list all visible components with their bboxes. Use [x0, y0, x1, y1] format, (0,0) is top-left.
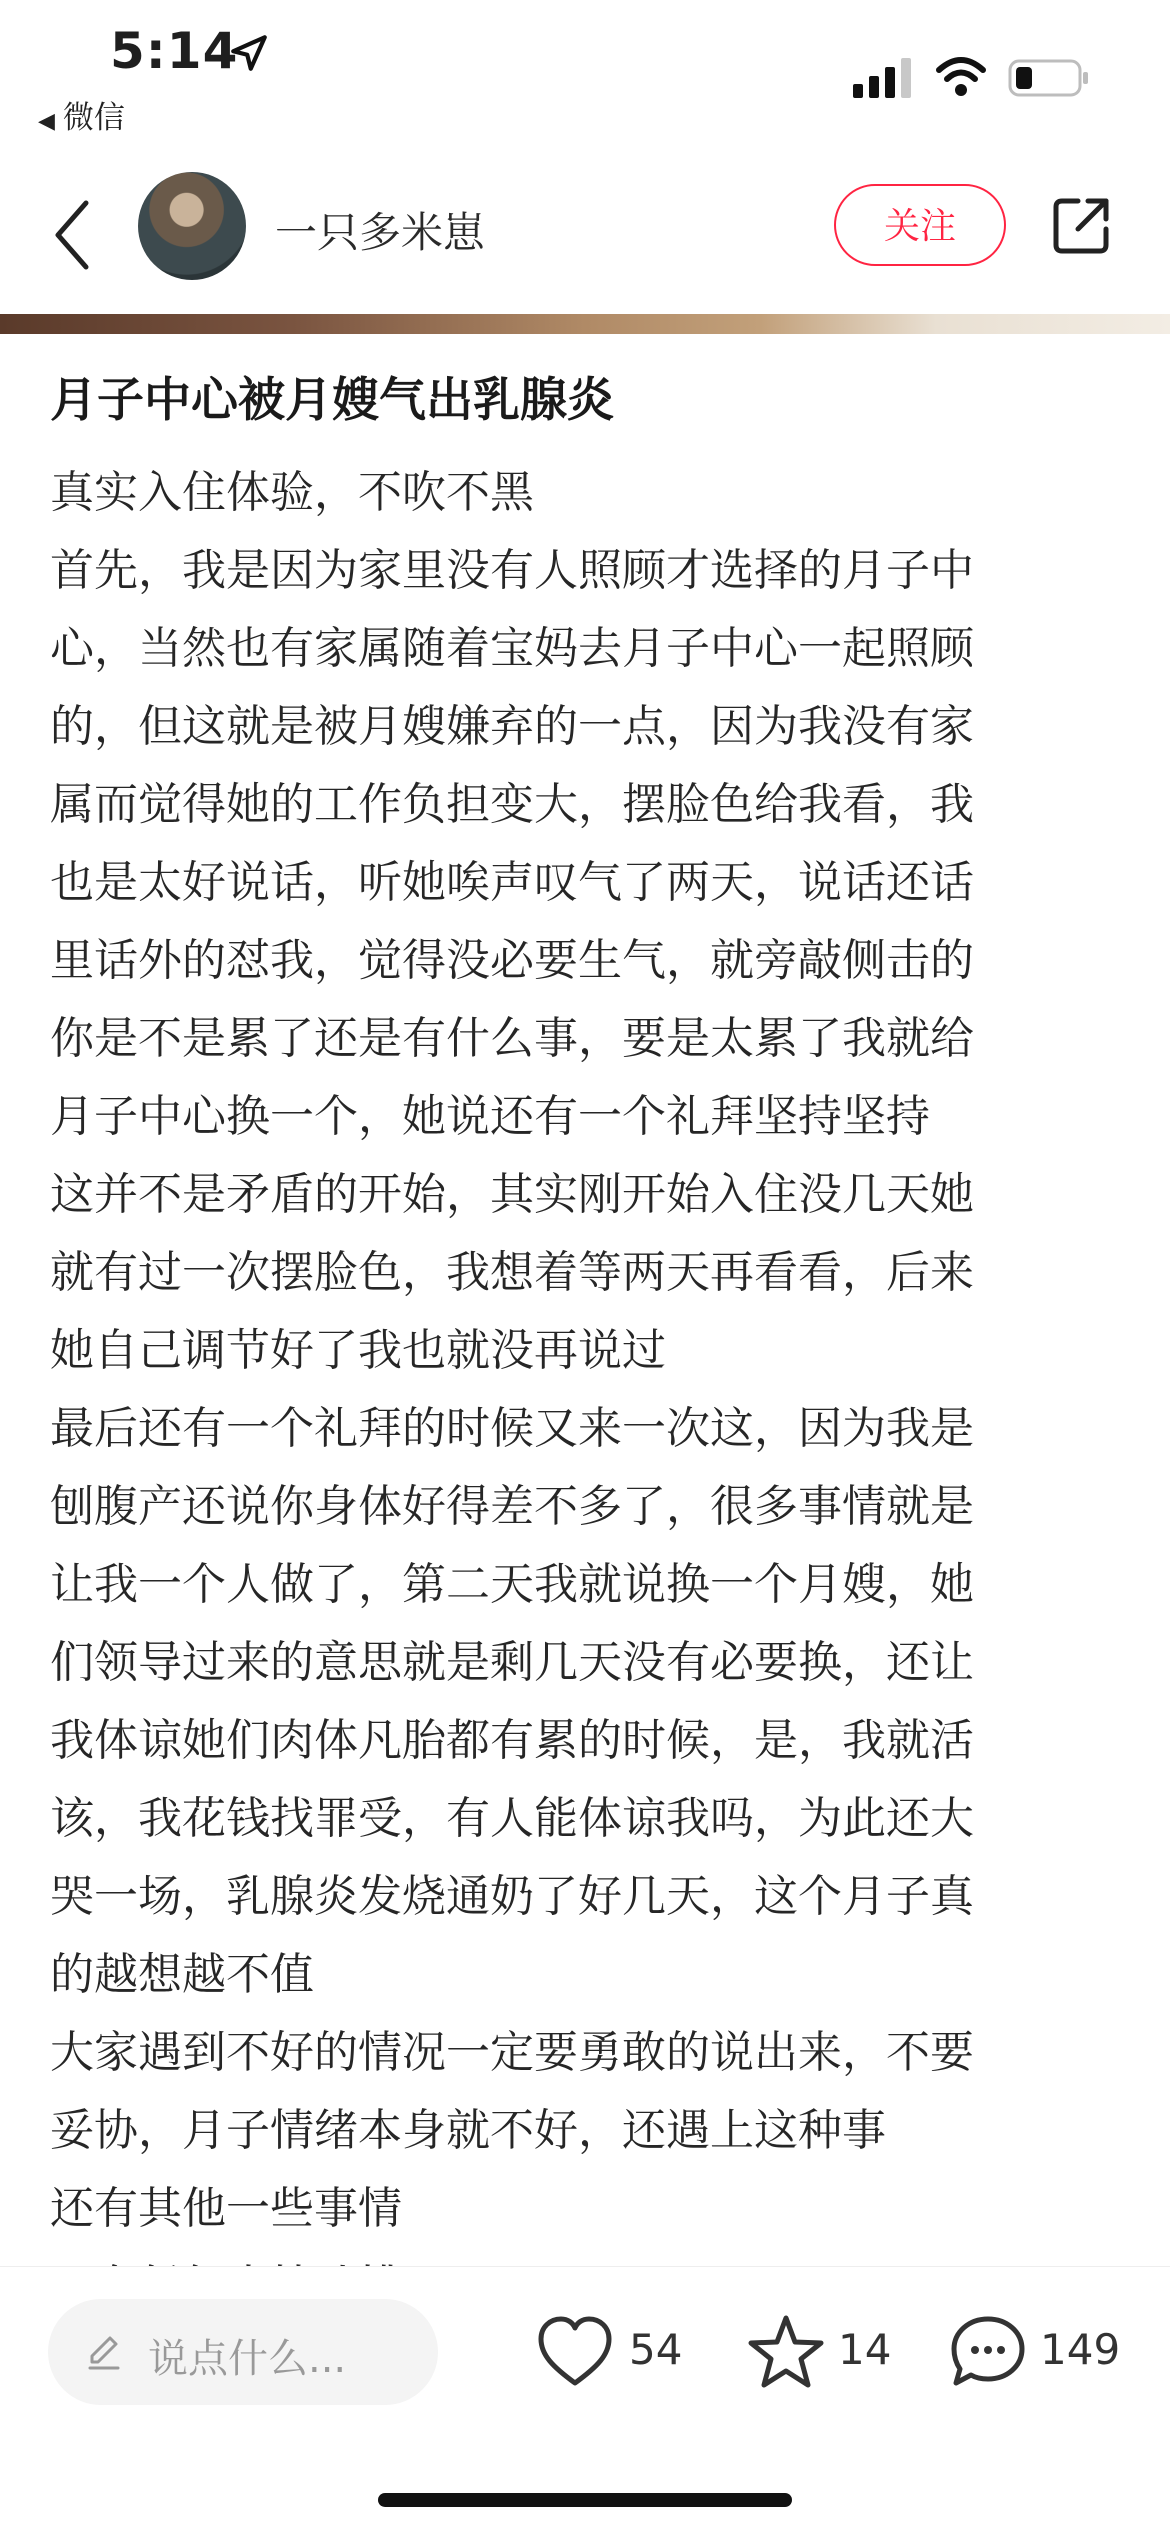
post-text-line: 的，但这就是被月嫂嫌弃的一点，因为我没有家: [50, 701, 974, 752]
share-icon[interactable]: [1050, 195, 1112, 257]
status-time: 5:14: [110, 22, 239, 80]
post-text-line: 也是太好说话，听她唉声叹气了两天，说话还话: [50, 857, 974, 908]
post-header: [0, 160, 1170, 310]
comment-placeholder: 说点什么...: [148, 2336, 347, 2382]
post-title: 月子中心被月嫂气出乳腺炎: [50, 373, 614, 428]
cellular-signal-icon: [853, 58, 913, 98]
post-text-line: 让我一个人做了，第二天我就说换一个月嫂，她: [50, 1559, 974, 1610]
post-text-line: 还有其他一些事情: [50, 2183, 402, 2234]
post-text-line: 该，我花钱找罪受，有人能体谅我吗，为此还大: [50, 1793, 974, 1844]
post-text-line: 真实入住体验，不吹不黑: [50, 467, 534, 518]
post-text-line: 刨腹产还说你身体好得差不多了，很多事情就是: [50, 1481, 974, 1532]
post-text-line: 里话外的怼我，觉得没必要生气，就旁敲侧击的: [50, 935, 974, 986]
comment-bubble-icon: [948, 2313, 1028, 2391]
follow-button[interactable]: 关注: [834, 184, 1006, 266]
location-arrow-icon: [228, 32, 270, 74]
post-text-line: 心，当然也有家属随着宝妈去月子中心一起照顾: [50, 623, 974, 674]
comment-count: 149: [1040, 2325, 1121, 2374]
author-avatar[interactable]: [138, 172, 246, 280]
post-text-line: 首先，我是因为家里没有人照顾才选择的月子中: [50, 545, 974, 596]
post-text-line: 我体谅她们肉体凡胎都有累的时候，是，我就活: [50, 1715, 974, 1766]
post-text-line: 最后还有一个礼拜的时候又来一次这，因为我是: [50, 1403, 974, 1454]
wifi-icon: [935, 56, 987, 98]
like-count: 54: [629, 2325, 683, 2374]
post-text-line: 就有过一次摆脸色，我想着等两天再看看，后来: [50, 1247, 974, 1298]
heart-icon: [535, 2313, 615, 2391]
post-text-line: 她自己调节好了我也就没再说过: [50, 1325, 666, 1376]
post-text-line: 这并不是矛盾的开始，其实刚开始入住没几天她: [50, 1169, 974, 1220]
post-scroll-area[interactable]: [0, 334, 1170, 2266]
post-text-line: 们领导过来的意思就是剩几天没有必要换，还让: [50, 1637, 974, 1688]
post-text-line: 你是不是累了还是有什么事，要是太累了我就给: [50, 1013, 974, 1064]
author-name[interactable]: 一只多米崽: [275, 208, 486, 257]
post-text-line: 月子中心换一个，她说还有一个礼拜坚持坚持: [50, 1091, 930, 1142]
post-image[interactable]: [0, 314, 1170, 334]
back-triangle-icon: ◀: [38, 109, 55, 134]
post-text-line: 哭一场，乳腺炎发烧通奶了好几天，这个月子真: [50, 1871, 974, 1922]
post-text-line: 的越想越不值: [50, 1949, 314, 2000]
comment-input[interactable]: [48, 2299, 438, 2405]
star-icon: [746, 2313, 826, 2391]
post-text-line: 属而觉得她的工作负担变大，摆脸色给我看，我: [50, 779, 974, 830]
post-content: [50, 348, 1130, 2326]
battery-icon: [1008, 58, 1090, 98]
pen-icon: [84, 2332, 124, 2372]
post-text-line: 妥协，月子情绪本身就不好，还遇上这种事: [50, 2105, 886, 2156]
back-to-app-link[interactable]: [38, 92, 125, 137]
home-indicator[interactable]: [378, 2493, 792, 2507]
collect-count: 14: [838, 2325, 892, 2374]
status-bar: [0, 0, 1170, 150]
back-app-label: 微信: [62, 100, 125, 136]
post-text-line: 大家遇到不好的情况一定要勇敢的说出来，不要: [50, 2027, 974, 2078]
back-chevron-icon[interactable]: [50, 195, 100, 275]
post-body: [50, 454, 1130, 2326]
